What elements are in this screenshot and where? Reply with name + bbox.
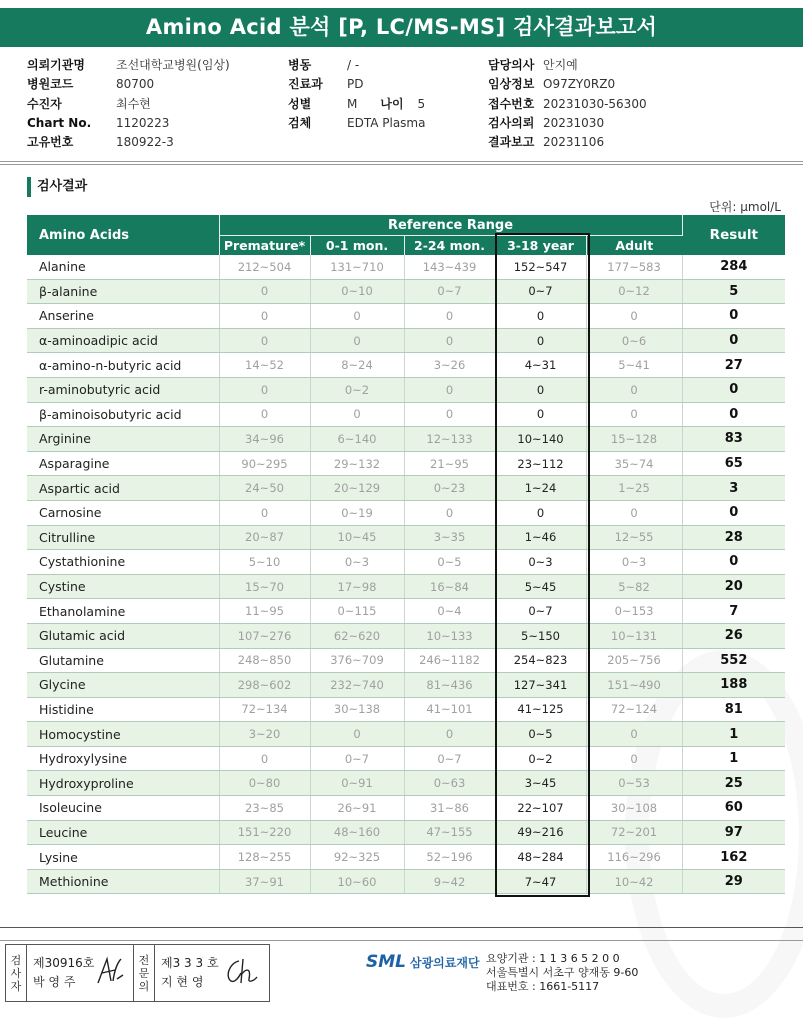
info-label: 병원코드 — [27, 77, 74, 92]
table-row — [27, 869, 785, 894]
tag-char: 자 — [10, 979, 22, 993]
result-value: 5 — [682, 279, 785, 304]
header-reference-range: Reference Range — [219, 215, 682, 236]
result-value: 188 — [682, 673, 785, 698]
amino-acid-name: Cystine — [27, 574, 219, 599]
reference-range-cell: 0~4 — [404, 599, 495, 624]
reference-range-cell: 23~85 — [219, 796, 310, 821]
amino-acid-name: Ethanolamine — [27, 599, 219, 624]
reference-range-cell: 151~490 — [586, 673, 682, 698]
reference-range-cell: 0 — [310, 402, 404, 427]
reference-range-cell: 20~87 — [219, 525, 310, 550]
reference-range-cell: 0~3 — [586, 550, 682, 575]
reference-range-cell: 131~710 — [310, 255, 404, 279]
reference-range-cell: 12~55 — [586, 525, 682, 550]
reference-range-cell: 0 — [404, 402, 495, 427]
tag-char: 의 — [138, 979, 150, 993]
reference-range-cell: 298~602 — [219, 673, 310, 698]
table-row — [27, 500, 785, 525]
reference-range-cell: 0~53 — [586, 771, 682, 796]
table-row — [27, 697, 785, 722]
specialist-name: 지 현 영 — [161, 975, 204, 989]
reference-range-cell: 41~101 — [404, 697, 495, 722]
reference-range-cell: 3~20 — [219, 722, 310, 747]
specialist-license-no: 제3 3 3 호 — [161, 956, 219, 970]
reference-range-cell: 0 — [404, 304, 495, 329]
amino-acid-name: Hydroxyproline — [27, 771, 219, 796]
amino-acid-name: β-aminoisobutyric acid — [27, 402, 219, 427]
amino-acid-name: Glutamine — [27, 648, 219, 673]
header-amino-acids: Amino Acids — [27, 215, 219, 255]
result-value: 0 — [682, 328, 785, 353]
info-label: 검사의뢰 — [488, 115, 535, 130]
lab-address: 서울특별시 서초구 양재동 9-60 — [486, 966, 639, 979]
reference-range-cell: 49~216 — [495, 820, 586, 845]
reference-range-cell: 90~295 — [219, 451, 310, 476]
reference-range-cell: 151~220 — [219, 820, 310, 845]
reference-range-cell: 0~91 — [310, 771, 404, 796]
info-label: 임상정보 — [488, 77, 535, 92]
reference-range-cell: 0~7 — [404, 279, 495, 304]
result-value: 1 — [682, 746, 785, 771]
reference-range-cell: 10~133 — [404, 623, 495, 648]
table-row — [27, 451, 785, 476]
amino-acid-name: Arginine — [27, 427, 219, 452]
table-row — [27, 673, 785, 698]
results-body — [27, 255, 785, 894]
amino-acid-name: β-alanine — [27, 279, 219, 304]
result-value: 81 — [682, 697, 785, 722]
reference-range-cell: 0 — [586, 746, 682, 771]
reference-range-cell: 0 — [495, 304, 586, 329]
tag-char: 전 — [138, 953, 150, 967]
table-row — [27, 377, 785, 402]
info-value: 안지예 — [543, 58, 578, 72]
divider — [0, 940, 803, 941]
divider — [0, 927, 803, 928]
lab-code: 요양기관 : 1 1 3 6 5 2 0 0 — [486, 952, 620, 965]
reference-range-cell: 8~24 — [310, 353, 404, 378]
reference-range-cell: 0~12 — [586, 279, 682, 304]
reference-range-cell: 10~45 — [310, 525, 404, 550]
reference-range-cell: 81~436 — [404, 673, 495, 698]
result-value: 97 — [682, 820, 785, 845]
result-value: 20 — [682, 574, 785, 599]
info-value: 20231030-56300 — [543, 96, 647, 111]
info-row — [27, 56, 230, 75]
divider — [0, 161, 803, 162]
info-value-age: 5 — [417, 96, 426, 111]
reference-range-cell: 0 — [586, 304, 682, 329]
reference-range-cell: 0~7 — [495, 279, 586, 304]
reference-range-cell: 107~276 — [219, 623, 310, 648]
tag-char: 사 — [10, 966, 22, 980]
results-table — [27, 215, 785, 894]
reference-range-cell: 3~45 — [495, 771, 586, 796]
table-row — [27, 328, 785, 353]
reference-range-cell: 0 — [404, 328, 495, 353]
reference-range-cell: 128~255 — [219, 845, 310, 870]
info-right-block — [488, 56, 647, 152]
result-value: 29 — [682, 869, 785, 894]
reference-range-cell: 0 — [404, 500, 495, 525]
reference-range-cell: 0 — [219, 304, 310, 329]
reference-range-cell: 212~504 — [219, 255, 310, 279]
reference-range-cell: 0 — [219, 746, 310, 771]
reference-range-cell: 0 — [586, 500, 682, 525]
reference-range-cell: 0~63 — [404, 771, 495, 796]
reference-range-cell: 0 — [404, 722, 495, 747]
reference-range-cell: 23~112 — [495, 451, 586, 476]
reference-range-cell: 0 — [495, 500, 586, 525]
amino-acid-name: Alanine — [27, 255, 219, 279]
reference-range-cell: 10~140 — [495, 427, 586, 452]
amino-acid-name: Aspartic acid — [27, 476, 219, 501]
result-value: 3 — [682, 476, 785, 501]
amino-acid-name: Homocystine — [27, 722, 219, 747]
reference-range-cell: 12~133 — [404, 427, 495, 452]
info-row-ward — [288, 56, 425, 75]
reference-range-cell: 24~50 — [219, 476, 310, 501]
reference-range-cell: 20~129 — [310, 476, 404, 501]
amino-acid-name: Anserine — [27, 304, 219, 329]
logo-mark: SML — [366, 952, 406, 972]
reference-range-cell: 72~124 — [586, 697, 682, 722]
reference-range-cell: 5~82 — [586, 574, 682, 599]
reference-range-cell: 0 — [495, 402, 586, 427]
reference-range-cell: 0~115 — [310, 599, 404, 624]
result-value: 27 — [682, 353, 785, 378]
result-value: 65 — [682, 451, 785, 476]
info-label: 성별 — [288, 96, 312, 111]
table-row — [27, 550, 785, 575]
result-value: 7 — [682, 599, 785, 624]
amino-acid-name: Glutamic acid — [27, 623, 219, 648]
reference-range-cell: 0 — [219, 279, 310, 304]
reference-range-cell: 232~740 — [310, 673, 404, 698]
info-value: EDTA Plasma — [347, 115, 426, 130]
info-row — [488, 56, 647, 75]
tag-char: 문 — [138, 966, 150, 980]
table-row — [27, 722, 785, 747]
info-label: 담당의사 — [488, 58, 535, 72]
reference-range-cell: 3~26 — [404, 353, 495, 378]
reference-range-cell: 0~2 — [495, 746, 586, 771]
reference-range-cell: 48~160 — [310, 820, 404, 845]
reference-range-cell: 6~140 — [310, 427, 404, 452]
reference-range-cell: 0 — [586, 722, 682, 747]
report-title: Amino Acid 분석 [P, LC/MS-MS] 검사결과보고서 — [0, 8, 803, 47]
info-row-sex-age — [288, 95, 425, 114]
reference-range-cell: 4~31 — [495, 353, 586, 378]
footer — [0, 944, 803, 1004]
info-mid-block — [288, 56, 425, 133]
result-value: 162 — [682, 845, 785, 870]
reference-range-cell: 254~823 — [495, 648, 586, 673]
reference-range-cell: 0~3 — [310, 550, 404, 575]
table-row — [27, 845, 785, 870]
reference-range-cell: 14~52 — [219, 353, 310, 378]
reference-range-cell: 15~128 — [586, 427, 682, 452]
examiner-signature-icon — [95, 953, 125, 989]
reference-range-cell: 177~583 — [586, 255, 682, 279]
info-value: M — [347, 96, 358, 111]
reference-range-cell: 0 — [404, 377, 495, 402]
amino-acid-name: Hydroxylysine — [27, 746, 219, 771]
table-row — [27, 796, 785, 821]
info-label: Chart No. — [27, 115, 92, 130]
examiner-license-no: 제30916호 — [33, 956, 95, 970]
table-row — [27, 525, 785, 550]
info-row-dept — [288, 75, 425, 94]
reference-range-cell: 376~709 — [310, 648, 404, 673]
examiner-name: 박 영 주 — [33, 975, 76, 989]
amino-acid-name: Leucine — [27, 820, 219, 845]
info-row — [488, 75, 647, 94]
tag-char: 검 — [10, 953, 22, 967]
reference-range-cell: 41~125 — [495, 697, 586, 722]
table-row — [27, 402, 785, 427]
info-value: 최수현 — [116, 96, 151, 111]
table-row — [27, 820, 785, 845]
reference-range-cell: 116~296 — [586, 845, 682, 870]
info-label: 검체 — [288, 115, 312, 130]
table-row — [27, 771, 785, 796]
result-value: 25 — [682, 771, 785, 796]
info-label: 수진자 — [27, 96, 62, 111]
info-row — [27, 75, 230, 94]
result-value: 28 — [682, 525, 785, 550]
table-row — [27, 476, 785, 501]
reference-range-cell: 29~132 — [310, 451, 404, 476]
reference-range-cell: 34~96 — [219, 427, 310, 452]
reference-range-cell: 0 — [495, 328, 586, 353]
reference-range-cell: 0~6 — [586, 328, 682, 353]
lab-phone: 대표번호 : 1661-5117 — [486, 980, 600, 993]
info-label: 결과보고 — [488, 135, 535, 150]
result-value: 0 — [682, 402, 785, 427]
reference-range-cell: 0~3 — [495, 550, 586, 575]
reference-range-cell: 21~95 — [404, 451, 495, 476]
reference-range-cell: 62~620 — [310, 623, 404, 648]
sml-logo — [366, 952, 480, 972]
reference-range-cell: 37~91 — [219, 869, 310, 894]
result-value: 552 — [682, 648, 785, 673]
reference-range-cell: 0 — [219, 377, 310, 402]
info-label: 고유번호 — [27, 135, 74, 150]
header-result: Result — [682, 215, 785, 255]
amino-acid-name: Lysine — [27, 845, 219, 870]
logo-name: 삼광의료재단 — [410, 955, 480, 970]
info-label: 진료과 — [288, 77, 323, 92]
info-row — [27, 95, 230, 114]
info-value: O97ZY0RZ0 — [543, 77, 616, 92]
reference-range-cell: 0~5 — [404, 550, 495, 575]
info-row — [488, 133, 647, 152]
reference-range-cell: 0 — [219, 500, 310, 525]
reference-range-cell: 0~23 — [404, 476, 495, 501]
reference-range-cell: 127~341 — [495, 673, 586, 698]
info-label: 의뢰기관명 — [27, 58, 85, 72]
reference-range-cell: 1~24 — [495, 476, 586, 501]
reference-range-cell: 0~7 — [495, 599, 586, 624]
result-value: 284 — [682, 255, 785, 279]
info-row-specimen — [288, 114, 425, 133]
reference-range-cell: 0~5 — [495, 722, 586, 747]
reference-range-cell: 246~1182 — [404, 648, 495, 673]
info-value: 1120223 — [116, 115, 170, 130]
info-value: 180922-3 — [116, 135, 174, 150]
reference-range-cell: 0~10 — [310, 279, 404, 304]
info-row — [488, 114, 647, 133]
info-value: 조선대학교병원(임상) — [116, 58, 230, 72]
result-value: 26 — [682, 623, 785, 648]
reference-range-cell: 0~80 — [219, 771, 310, 796]
header-col-2-24-mon: 2-24 mon. — [404, 236, 495, 256]
reference-range-cell: 17~98 — [310, 574, 404, 599]
info-left-block — [27, 56, 230, 152]
reference-range-cell: 152~547 — [495, 255, 586, 279]
specialist-body — [155, 945, 219, 1001]
reference-range-cell: 205~756 — [586, 648, 682, 673]
amino-acid-name: Carnosine — [27, 500, 219, 525]
reference-range-cell: 248~850 — [219, 648, 310, 673]
reference-range-cell: 31~86 — [404, 796, 495, 821]
result-value: 60 — [682, 796, 785, 821]
info-label: 병동 — [288, 58, 312, 72]
info-value: 20231030 — [543, 115, 605, 130]
info-value: PD — [347, 77, 364, 92]
reference-range-cell: 72~134 — [219, 697, 310, 722]
examiner-signature-box — [5, 944, 134, 1002]
info-label: 접수번호 — [488, 96, 535, 111]
specialist-signature-icon — [221, 953, 261, 989]
info-row — [488, 95, 647, 114]
reference-range-cell: 5~41 — [586, 353, 682, 378]
reference-range-cell: 11~95 — [219, 599, 310, 624]
reference-range-cell: 10~42 — [586, 869, 682, 894]
section-title: 검사결과 — [27, 177, 87, 197]
reference-range-cell: 3~35 — [404, 525, 495, 550]
reference-range-cell: 0 — [219, 328, 310, 353]
reference-range-cell: 0~19 — [310, 500, 404, 525]
divider — [0, 164, 803, 165]
reference-range-cell: 52~196 — [404, 845, 495, 870]
reference-range-cell: 0 — [219, 402, 310, 427]
info-value: 20231106 — [543, 135, 605, 150]
reference-range-cell: 10~131 — [586, 623, 682, 648]
reference-range-cell: 35~74 — [586, 451, 682, 476]
specialist-tag — [134, 945, 155, 1001]
reference-range-cell: 30~138 — [310, 697, 404, 722]
unit-label: 단위: μmol/L — [709, 200, 781, 214]
reference-range-cell: 0~7 — [404, 746, 495, 771]
reference-range-cell: 15~70 — [219, 574, 310, 599]
result-value: 0 — [682, 500, 785, 525]
amino-acid-name: Asparagine — [27, 451, 219, 476]
amino-acid-name: Cystathionine — [27, 550, 219, 575]
reference-range-cell: 10~60 — [310, 869, 404, 894]
table-row — [27, 353, 785, 378]
lab-info — [486, 952, 638, 994]
header-col-3-18-year: 3-18 year — [495, 236, 586, 256]
reference-range-cell: 48~284 — [495, 845, 586, 870]
amino-acid-name: α-aminoadipic acid — [27, 328, 219, 353]
info-row — [27, 114, 230, 133]
reference-range-cell: 0~7 — [310, 746, 404, 771]
result-value: 1 — [682, 722, 785, 747]
reference-range-cell: 16~84 — [404, 574, 495, 599]
reference-range-cell: 143~439 — [404, 255, 495, 279]
reference-range-cell: 5~45 — [495, 574, 586, 599]
reference-range-cell: 0~153 — [586, 599, 682, 624]
info-label-age: 나이 — [380, 96, 404, 111]
table-row — [27, 599, 785, 624]
reference-range-cell: 7~47 — [495, 869, 586, 894]
amino-acid-name: r-aminobutyric acid — [27, 377, 219, 402]
amino-acid-name: Isoleucine — [27, 796, 219, 821]
reference-range-cell: 0 — [310, 722, 404, 747]
examiner-tag — [6, 945, 27, 1001]
info-row — [27, 133, 230, 152]
reference-range-cell: 26~91 — [310, 796, 404, 821]
result-value: 83 — [682, 427, 785, 452]
header-col-premature: Premature* — [219, 236, 310, 256]
table-row — [27, 648, 785, 673]
specialist-signature-box — [133, 944, 270, 1002]
examiner-body — [27, 945, 94, 1001]
table-row — [27, 279, 785, 304]
result-value: 0 — [682, 377, 785, 402]
reference-range-cell: 72~201 — [586, 820, 682, 845]
result-value: 0 — [682, 304, 785, 329]
header-col-adult: Adult — [586, 236, 682, 256]
reference-range-cell: 47~155 — [404, 820, 495, 845]
reference-range-cell: 0 — [495, 377, 586, 402]
reference-range-cell: 1~46 — [495, 525, 586, 550]
reference-range-cell: 0 — [310, 328, 404, 353]
reference-range-cell: 1~25 — [586, 476, 682, 501]
table-row — [27, 623, 785, 648]
reference-range-cell: 22~107 — [495, 796, 586, 821]
table-row — [27, 574, 785, 599]
table-row — [27, 255, 785, 279]
table-row — [27, 746, 785, 771]
amino-acid-name: α-amino-n-butyric acid — [27, 353, 219, 378]
amino-acid-name: Citrulline — [27, 525, 219, 550]
reference-range-cell: 0 — [586, 377, 682, 402]
reference-range-cell: 0 — [310, 304, 404, 329]
reference-range-cell: 5~150 — [495, 623, 586, 648]
reference-range-cell: 5~10 — [219, 550, 310, 575]
info-value: 80700 — [116, 77, 155, 92]
amino-acid-name: Methionine — [27, 869, 219, 894]
table-row — [27, 304, 785, 329]
amino-acid-name: Histidine — [27, 697, 219, 722]
result-value: 0 — [682, 550, 785, 575]
info-value: / - — [347, 58, 360, 72]
reference-range-cell: 0 — [586, 402, 682, 427]
reference-range-cell: 92~325 — [310, 845, 404, 870]
amino-acid-name: Glycine — [27, 673, 219, 698]
reference-range-cell: 9~42 — [404, 869, 495, 894]
reference-range-cell: 0~2 — [310, 377, 404, 402]
header-col-0-1-mon: 0-1 mon. — [310, 236, 404, 256]
reference-range-cell: 30~108 — [586, 796, 682, 821]
table-row — [27, 427, 785, 452]
